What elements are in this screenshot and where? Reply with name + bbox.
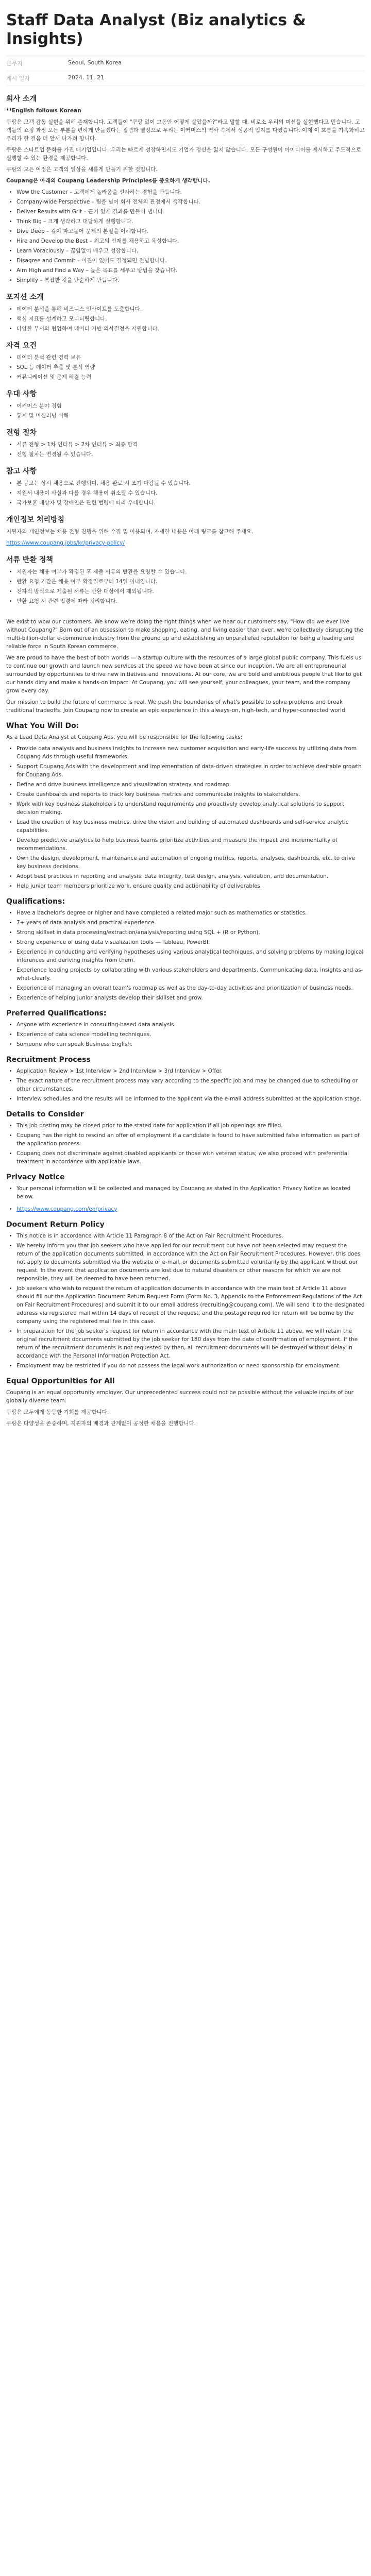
en-role-intro: As a Lead Data Analyst at Coupang Ads, you will be responsible for the following tasks:: [6, 734, 243, 740]
kr-process-heading: 전형 절차: [6, 429, 37, 437]
list-item: • In preparation for the job seeker's request for return in accordance with the main text of Article 11 above, we will retain the original recruitment documents submitted by the job seeker for 180 days from the date of confirmation of employment. If the return of the recruitment documents is not requested by then, all recruitment documents will be destroyed without delay in accordance with the Personal Information Protection Act.: [16, 1327, 365, 1360]
list-item: • Experience of data science modelling techniques.: [16, 1030, 365, 1039]
list-item: • 핵심 지표를 설계하고 모니터링합니다.: [16, 315, 365, 323]
list-item: • 국가보훈 대상자 및 장애인은 관련 법령에 따라 우대합니다.: [16, 499, 365, 507]
list-item: • Employment may be restricted if you do not possess the legal work authorization or need sponsorship for employment.: [16, 1362, 365, 1370]
list-item: • 본 공고는 상시 채용으로 진행되며, 채용 완료 시 조기 마감될 수 있습니다.: [16, 479, 365, 487]
list-item: • 7+ years of data analysis and practical experience.: [16, 919, 365, 927]
list-item: • Job seekers who wish to request the return of application documents in accordance with the main text of Article 11 above should fill out the Application Document Return Request Form (Form No. 3, Appendix to the Enforcement Regulations of the Act on Fair Recruitment Procedures) and submit it to our email address (recruiting@coupang.com). We will send it to the designated address via registered mail within 14 days of receipt of the request, and the postage required for return will be borne by the company using the registered mail fee in this case.: [16, 1284, 365, 1326]
list-item: • 반환 요청 시 관련 법령에 따라 처리합니다.: [16, 597, 365, 605]
meta-location-label: 근무지: [6, 60, 23, 67]
en-pref-list: [6, 1021, 365, 1048]
kr-pref-list: [6, 402, 365, 420]
list-item: • Your personal information will be collected and managed by Coupang as stated in the Application Privacy Notice as located below.: [16, 1184, 365, 1201]
list-item: • Experience of managing an overall team's roadmap as well as the day-to-day activities and prioritization of business needs.: [16, 984, 365, 992]
list-item: • Experience of helping junior analysts develop their skillset and grow.: [16, 994, 365, 1002]
kr-equal-text: 쿠팡은 모두에게 동등한 기회를 제공합니다.: [6, 1409, 109, 1415]
list-item: • 서류 전형 > 1차 인터뷰 > 2차 인터뷰 > 최종 합격: [16, 440, 365, 449]
list-item: • This notice is in accordance with Article 11 Paragraph 8 of the Act on Fair Recruitment Procedures.: [16, 1232, 365, 1240]
kr-role-list: [6, 305, 365, 333]
kr-docs-heading: 서류 반환 정책: [6, 556, 53, 564]
list-item: • Think Big – 크게 생각하고 대담하게 실행합니다.: [16, 217, 365, 226]
kr-equal-text-2: 쿠팡은 다양성을 존중하며, 지원자의 배경과 관계없이 공정한 채용을 진행합니다.: [6, 1420, 196, 1427]
list-item: • This job posting may be closed prior to the stated date for application if all job openings are filled.: [16, 1122, 365, 1130]
kr-role-heading: 포지션 소개: [6, 293, 44, 301]
kr-docs-list: [6, 568, 365, 605]
list-item: • 지원서 내용이 사실과 다를 경우 채용이 취소될 수 있습니다.: [16, 489, 365, 497]
kr-intro-para-2: 쿠팡은 스타트업 문화를 가진 대기업입니다. 우리는 빠르게 성장하면서도 기업가 정신을 잃지 않습니다. 모든 구성원이 아이디어를 제시하고 주도적으로 실행할 수 있는 환경을 제공합니다.: [6, 147, 361, 161]
spacer: [6, 609, 365, 615]
list-item: • Strong skillset in data processing/extraction/analysis/reporting using SQL + (R or Python).: [16, 928, 365, 937]
list-item: • Create dashboards and reports to track key business metrics and communicate insights to stakeholders.: [16, 790, 365, 799]
en-privacy-link[interactable]: https://www.coupang.com/en/privacy: [16, 1206, 117, 1212]
list-item: • Support Coupang Ads with the development and implementation of data-driven strategies in order to achieve desirable growth for Coupang Ads.: [16, 762, 365, 779]
kr-pref-heading: 우대 사항: [6, 390, 37, 398]
list-item: • Anyone with experience in consulting-based data analysis.: [16, 1021, 365, 1029]
kr-intro-para-1: 쿠팡은 고객 감동 실현을 위해 존재합니다. 고객들이 "쿠팡 없이 그동안 어떻게 살았을까?"라고 말할 때, 비로소 우리의 미션을 실현했다고 믿습니다. 고객들의 쇼핑 과정 모든 부분을 편하게 만들겠다는 집념과 열정으로 우리는 이커머스의 역사 속에서 성공적 입지를 다졌습니다. 이제 이 흐름을 가속화하고 우리가 한 걸음 더 앞서 나가려 합니다.: [6, 119, 365, 142]
list-item: • Interview schedules and the results will be informed to the applicant via the e-mail address submitted at the application stage.: [16, 1095, 365, 1103]
kr-intro-heading: 회사 소개: [6, 95, 37, 103]
kr-privacy-heading: 개인정보 처리방침: [6, 516, 65, 524]
list-item: • Coupang has the right to rescind an offer of employment if a candidate is found to have submitted false information as part of the application process.: [16, 1131, 365, 1148]
list-item: • Someone who can speak Business English.: [16, 1040, 365, 1048]
kr-privacy-link[interactable]: https://www.coupang.jobs/kr/privacy-policy/: [6, 540, 125, 546]
kr-process-list: [6, 440, 365, 459]
list-item: • Adopt best practices in reporting and analysis: data integrity, test design, analysis, validation, and documentation.: [16, 872, 365, 880]
list-item: • Experience leading projects by collaborating with various stakeholders and departments. Communicating data, insights and as-what-clearly.: [16, 966, 365, 982]
list-item: • Aim High and Find a Way – 높은 목표를 세우고 방법을 찾습니다.: [16, 266, 365, 275]
en-role-list: [6, 744, 365, 890]
list-item: • 지원자는 채용 여부가 확정된 후 제출 서류의 반환을 요청할 수 있습니다.: [16, 568, 365, 576]
list-item: • Work with key business stakeholders to understand requirements and proactively develop analytical solutions to support decision making.: [16, 800, 365, 817]
list-item: • Deliver Results with Grit – 끈기 있게 결과를 만들어 냅니다.: [16, 208, 365, 216]
list-item: • 전형 절차는 변경될 수 있습니다.: [16, 450, 365, 459]
list-item: • 이커머스 분야 경험: [16, 402, 365, 410]
list-item: • 통계 및 머신러닝 이해: [16, 412, 365, 420]
list-item: • Simplify – 복잡한 것을 단순하게 만듭니다.: [16, 276, 365, 284]
en-docs-list: [6, 1232, 365, 1370]
en-para-2: We are proud to have the best of both worlds — a startup culture with the resources of a large global public company. This fuels us to continue our growth and launch new services at the speed we have been at since our inception. We are all entrepreneurial surrounded by opportunities to drive new initiatives and innovations. At our core, we are bold and ambitious people that like to get our hands dirty and make a hands-on impact. At Coupang, you will see yourself, your colleagues, your team, and the company grow every day.: [6, 655, 362, 694]
kr-notice-heading: 참고 사항: [6, 467, 37, 476]
list-item: • 반환 요청 기간은 채용 여부 확정일로부터 14일 이내입니다.: [16, 578, 365, 586]
en-docs-heading: Document Return Policy: [6, 1221, 105, 1229]
en-pref-heading: Preferred Qualifications:: [6, 1009, 107, 1018]
kr-intro-para-3: 쿠팡의 모든 여정은 고객의 일상을 새롭게 만들기 위한 것입니다.: [6, 166, 158, 173]
kr-qual-list: [6, 353, 365, 381]
meta-date: [6, 71, 365, 86]
meta-location-value: Seoul, South Korea: [68, 59, 122, 66]
list-item: • Provide data analysis and business insights to increase new customer acquisition and early-life success by utilizing data from Coupang Ads through useful frameworks.: [16, 744, 365, 761]
en-process-heading: Recruitment Process: [6, 1056, 91, 1064]
en-qual-heading: Qualifications:: [6, 897, 65, 906]
kr-notice-list: [6, 479, 365, 507]
list-item: • 전자적 방식으로 제출된 서류는 반환 대상에서 제외됩니다.: [16, 587, 365, 596]
list-item: • Learn Voraciously – 끊임없이 배우고 성장합니다.: [16, 247, 365, 255]
en-para-3: Our mission to build the future of commerce is real. We push the boundaries of what's possible to solve problems and break traditional tradeoffs. Join Coupang now to create an epic experience in this always-on, high-tech, and hyper-connected world.: [6, 699, 347, 714]
list-item: • Own the design, development, maintenance and automation of ongoing metrics, reports, analyses, dashboards, etc. to drive key business decisions.: [16, 854, 365, 871]
en-privacy-heading: Privacy Notice: [6, 1173, 65, 1181]
meta-location: [6, 56, 365, 71]
list-item: • Company-wide Perspective – 팀을 넘어 회사 전체의 관점에서 생각합니다.: [16, 198, 365, 206]
list-item: • 데이터 분석 관련 경력 보유: [16, 353, 365, 362]
job-title: Staff Data Analyst (Biz analytics & Insights): [6, 11, 306, 48]
list-item: • 데이터 분석을 통해 비즈니스 인사이트를 도출합니다.: [16, 305, 365, 313]
list-item: • Application Review > 1st Interview > 2nd Interview > 3rd Interview > Offer.: [16, 1067, 365, 1075]
kr-qual-heading: 자격 요건: [6, 342, 37, 350]
kr-privacy-text: 지원자의 개인정보는 채용 전형 진행을 위해 수집 및 이용되며, 자세한 내용은 아래 링크를 참고해 주세요.: [6, 529, 254, 535]
list-item: • 다양한 부서와 협업하여 데이터 기반 의사결정을 지원합니다.: [16, 325, 365, 333]
list-item: • Coupang does not discriminate against disabled applicants or those with veteran status; we also proceed with preferential treatment in accordance with applicable laws.: [16, 1149, 365, 1166]
list-item: • We hereby inform you that job seekers who have applied for our recruitment but have not been selected may request the return of the application documents submitted, in accordance with the Act on Fair Recruitment Procedures. However, this does not apply to documents submitted via the website or e-mail, or documents submitted voluntarily by the applicant without our request. In the event that application documents are lost due to natural disasters or other reasons for which we are not responsible, they will be deemed to have been returned.: [16, 1242, 365, 1283]
en-equal-heading: Equal Opportunities for All: [6, 1377, 115, 1385]
list-item: • Develop predictive analytics to help business teams prioritize activities and measure the impact and incrementality of recommendations.: [16, 836, 365, 853]
meta-date-label: 게시 일자: [6, 75, 30, 82]
en-privacy-list: [6, 1184, 365, 1201]
en-role-heading: What You Will Do:: [6, 722, 79, 730]
list-item: • The exact nature of the recruitment process may vary according to the specific job and may be changed due to scheduling or other circumstances.: [16, 1077, 365, 1093]
en-qual-list: [6, 909, 365, 1002]
en-condition-list: [6, 1122, 365, 1166]
list-item: • Dive Deep – 깊이 파고들어 문제의 본질을 이해합니다.: [16, 227, 365, 235]
en-lead: We exist to wow our customers. We know we're doing the right things when we hear our customers say, "How did we ever live without Coupang?" Born out of an obsession to make shopping, eating, and living easier than ever, we're collectively disrupting the multi-billion-dollar e-commerce industry from the ground up and establishing an unparalleled reputation for being a leading and reliable force in South Korean commerce.: [6, 619, 363, 650]
kr-english-follows: **English follows Korean: [6, 108, 81, 114]
list-item: • Hire and Develop the Best – 최고의 인재를 채용하고 육성합니다.: [16, 237, 365, 245]
job-meta: [6, 56, 365, 86]
en-equal-text: Coupang is an equal opportunity employer. Our unprecedented success could not be possible without the valuable inputs of our globally diverse team.: [6, 1389, 353, 1404]
list-item: • Strong experience of using data visualization tools — Tableau, PowerBI.: [16, 938, 365, 946]
list-item: • Help junior team members prioritize work, ensure quality and actionability of deliverables.: [16, 882, 365, 890]
list-item: • Define and drive business intelligence and visualization strategy and roadmap.: [16, 781, 365, 789]
en-condition-heading: Details to Consider: [6, 1110, 84, 1118]
list-item: • Experience in conducting and verifying hypotheses using various analytical techniques, and solving problems by making logical inferences and deriving insights from them.: [16, 948, 365, 964]
meta-date-value: 2024. 11. 21: [68, 74, 104, 81]
list-item: • Disagree and Commit – 이견이 있어도 결정되면 전념합니다.: [16, 257, 365, 265]
kr-culture-list: [6, 188, 365, 284]
list-item: • Wow the Customer – 고객에게 놀라움을 선사하는 경험을 만듭니다.: [16, 188, 365, 196]
kr-culture-heading: Coupang은 아래의 Coupang Leadership Principles를 중요하게 생각합니다.: [6, 178, 210, 184]
en-process-list: [6, 1067, 365, 1103]
list-item: • 커뮤니케이션 및 문제 해결 능력: [16, 373, 365, 381]
list-item: • Lead the creation of key business metrics, drive the vision and building of automated dashboards and self-service analytic capabilities.: [16, 818, 365, 835]
list-item: • SQL 등 데이터 추출 및 분석 역량: [16, 363, 365, 371]
list-item: • Have a bachelor's degree or higher and have completed a related major such as mathematics or statistics.: [16, 909, 365, 917]
